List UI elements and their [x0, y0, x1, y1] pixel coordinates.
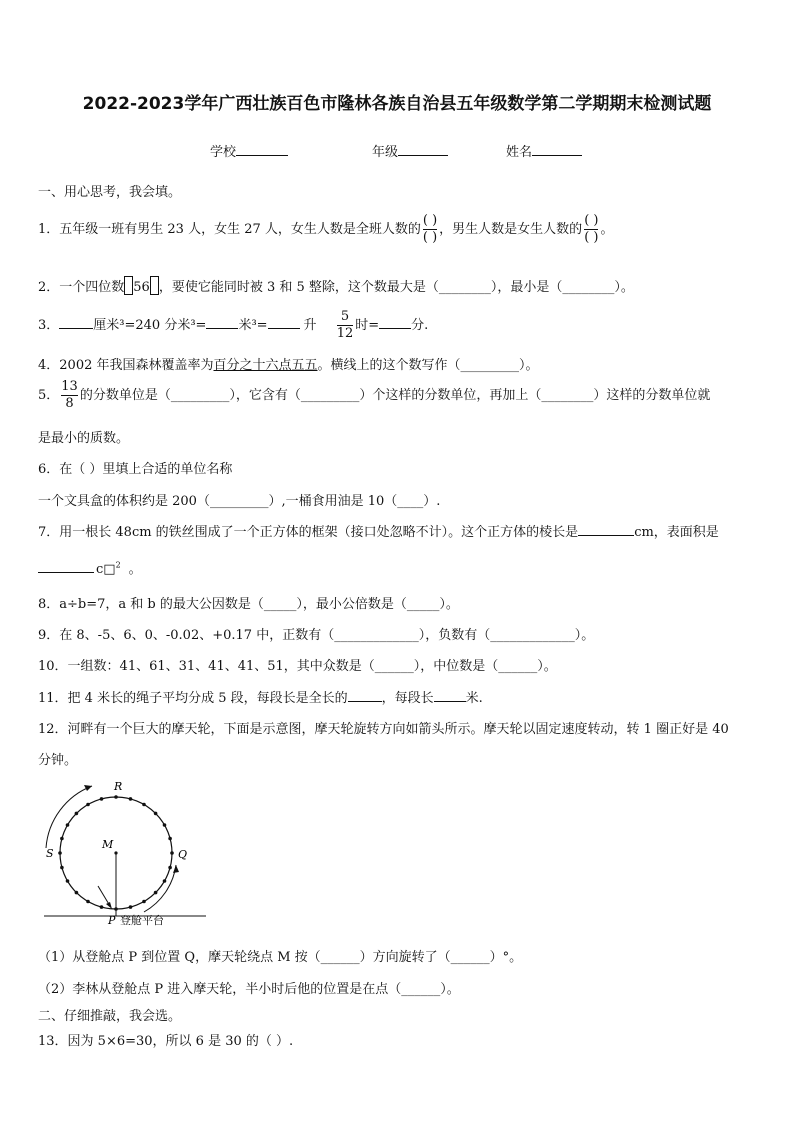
rotation-arrowhead-right	[173, 865, 179, 873]
school-label: 学校	[210, 145, 237, 160]
wheel-cabin-dot	[100, 797, 104, 801]
wheel-cabin-dot	[170, 851, 174, 855]
rotation-arrowhead-left	[84, 785, 92, 791]
q1-text-a: 1．五年级一班有男生 23 人，女生 27 人，女生人数是全班人数的	[38, 222, 421, 237]
label-R: R	[114, 780, 123, 793]
q11-blank-2[interactable]	[434, 689, 466, 702]
q11-text-b: ，每段长	[381, 691, 434, 706]
q3-den: 12	[336, 326, 354, 341]
q3-blank-3[interactable]	[268, 316, 300, 329]
q11-text-c: 米.	[465, 691, 483, 706]
question-5	[38, 379, 710, 412]
question-1	[38, 213, 613, 246]
q5-fraction	[61, 379, 78, 412]
q7-square-glyph: □	[103, 562, 116, 577]
q1-text-b: ，男生人数是女生人数的	[439, 222, 583, 237]
name-label: 姓名	[506, 145, 533, 160]
grade-label: 年级	[372, 145, 399, 160]
wheel-cabin-dot	[66, 823, 70, 827]
q3-fraction	[337, 309, 354, 342]
question-13: 13．因为 5×6=30，所以 6 是 30 的（ ）.	[38, 1034, 294, 1049]
q3-text-b: 厘米³=240 分米³=	[93, 318, 207, 333]
page-title: 2022-2023学年广西壮族百色市隆林各族自治县五年级数学第二学期期末检测试题	[82, 94, 712, 114]
school-blank[interactable]	[236, 143, 288, 156]
wheel-cabin-dot	[163, 823, 167, 827]
wheel-cabin-dot	[100, 905, 104, 909]
q7-text-c: c	[96, 562, 104, 577]
q3-text-a: 3．	[38, 318, 60, 333]
rotation-arrow-left	[46, 786, 92, 848]
wheel-cabin-dot	[129, 797, 133, 801]
q3-text-c: 米³=	[238, 318, 268, 333]
wheel-cabin-dot	[142, 900, 146, 904]
q7-line-2	[38, 558, 142, 577]
label-Q: Q	[178, 848, 188, 861]
label-M: M	[102, 838, 114, 851]
question-4	[38, 354, 539, 373]
q7-text-d: 。	[128, 562, 142, 577]
question-11	[38, 687, 483, 706]
wheel-cabin-dot	[154, 812, 158, 816]
q4-text-a: 4．2002 年我国森林覆盖率为	[38, 358, 214, 373]
label-P: P	[108, 914, 116, 927]
q5-num: 13	[61, 379, 78, 394]
wheel-cabin-dot	[60, 866, 64, 870]
q7-sup: 2	[115, 560, 121, 570]
q1-frac1-num: ( )	[422, 213, 438, 228]
wheel-cabin-dot	[129, 905, 133, 909]
school-field	[210, 141, 288, 160]
name-blank[interactable]	[532, 143, 582, 156]
q3-text-e: 时=	[355, 318, 380, 333]
q7-text-a: 7．用一根长 48cm 的铁丝围成了一个正方体的框架（接口处忽略不计）。这个正方体的棱长是	[38, 525, 579, 540]
ferris-wheel-figure	[36, 776, 216, 928]
q6-text-b: 一个文具盒的体积约是 200（_________）,一桶食用油是 10（____）.	[38, 494, 441, 509]
q7-blank-2[interactable]	[38, 560, 94, 573]
q1-frac1-den: ( )	[422, 230, 438, 245]
q12-text-a: 12．河畔有一个巨大的摩天轮，下面是示意图，摩天轮旋转方向如箭头所示。摩天轮以固定速度转动，转 1 圈正好是 40	[38, 722, 729, 737]
q5-den: 8	[65, 396, 74, 411]
q2-text-a: 2．一个四位数	[38, 280, 125, 295]
q1-frac2-den: ( )	[584, 230, 599, 245]
digit-box-left[interactable]	[124, 276, 133, 295]
q5-text-c: 是最小的质数。	[38, 431, 130, 446]
q12-sub-1: （1）从登舱点 P 到位置 Q，摩天轮绕点 M 按（______）方向旋转了（______）°。	[38, 950, 523, 965]
wheel-cabin-dot	[58, 851, 62, 855]
q3-num: 5	[340, 309, 350, 324]
q3-text-f: 分.	[411, 318, 429, 333]
q11-text-a: 11．把 4 米长的绳子平均分成 5 段，每段长是全长的	[38, 691, 348, 706]
q3-blank-1[interactable]	[59, 316, 93, 329]
q11-blank-1[interactable]	[348, 689, 382, 702]
wheel-cabin-dot	[75, 891, 79, 895]
q5-text-b: 的分数单位是（_________），它含有（_________）个这样的分数单位，再加上（________）这样的分数单位就	[79, 388, 711, 403]
digit-box-right[interactable]	[150, 276, 159, 295]
section-1-heading: 一、用心思考，我会填。	[38, 185, 182, 200]
center-point	[114, 851, 117, 854]
grade-field	[372, 141, 448, 160]
name-field	[506, 141, 582, 160]
wheel-cabin-dot	[86, 900, 90, 904]
question-7	[38, 521, 719, 540]
q5-text-a: 5．	[38, 388, 60, 403]
label-platform: 登舱平台	[120, 914, 164, 927]
wheel-cabin-dot	[142, 803, 146, 807]
wheel-cabin-dot	[168, 866, 172, 870]
wheel-cabin-dot	[60, 837, 64, 841]
wheel-cabin-dot	[163, 879, 167, 883]
q3-blank-2[interactable]	[206, 316, 238, 329]
wheel-cabin-dot	[114, 795, 118, 799]
q3-blank-4[interactable]	[379, 316, 411, 329]
q1-text-c: 。	[600, 222, 614, 237]
question-9: 9．在 8、-5、6、0、-0.02、+0.17 中，正数有（_____________），负数有（_____________）。	[38, 628, 595, 643]
q6-text-a: 6．在（ ）里填上合适的单位名称	[38, 462, 233, 477]
q7-text-b: cm，表面积是	[634, 525, 719, 540]
wheel-cabin-dot	[168, 837, 172, 841]
question-3	[38, 309, 428, 342]
wheel-cabin-dot	[75, 812, 79, 816]
q2-text-b: ，要使它能同时被 3 和 5 整除，这个数最大是（________），最小是（________）。	[158, 280, 634, 295]
q1-fraction-2	[584, 213, 598, 246]
q2-mid: 56	[133, 280, 150, 295]
wheel-cabin-dot	[154, 891, 158, 895]
section-2-heading: 二、仔细推敲，我会选。	[38, 1009, 182, 1024]
q1-fraction-1	[423, 213, 437, 246]
label-S: S	[46, 847, 54, 860]
q7-blank-1[interactable]	[578, 523, 634, 536]
q4-text-b: 。横线上的这个数写作（_________）。	[317, 358, 539, 373]
grade-blank[interactable]	[398, 143, 448, 156]
q4-underlined: 百分之十六点五五	[213, 358, 318, 373]
question-2	[38, 276, 634, 295]
q12-sub-2: （2）李林从登舱点 P 进入摩天轮，半小时后他的位置是在点（______）。	[38, 982, 460, 997]
q12-text-b: 分钟。	[38, 753, 78, 768]
question-8: 8．a÷b=7，a 和 b 的最大公因数是（_____），最小公倍数是（_____）。	[38, 597, 459, 612]
q1-frac2-num: ( )	[584, 213, 599, 228]
question-10: 10．一组数：41、61、31、41、41、51，其中众数是（______），中位数是（______）。	[38, 659, 557, 674]
wheel-cabin-dot	[86, 803, 90, 807]
q3-text-d: 升	[303, 318, 317, 333]
wheel-cabin-dot	[66, 879, 70, 883]
